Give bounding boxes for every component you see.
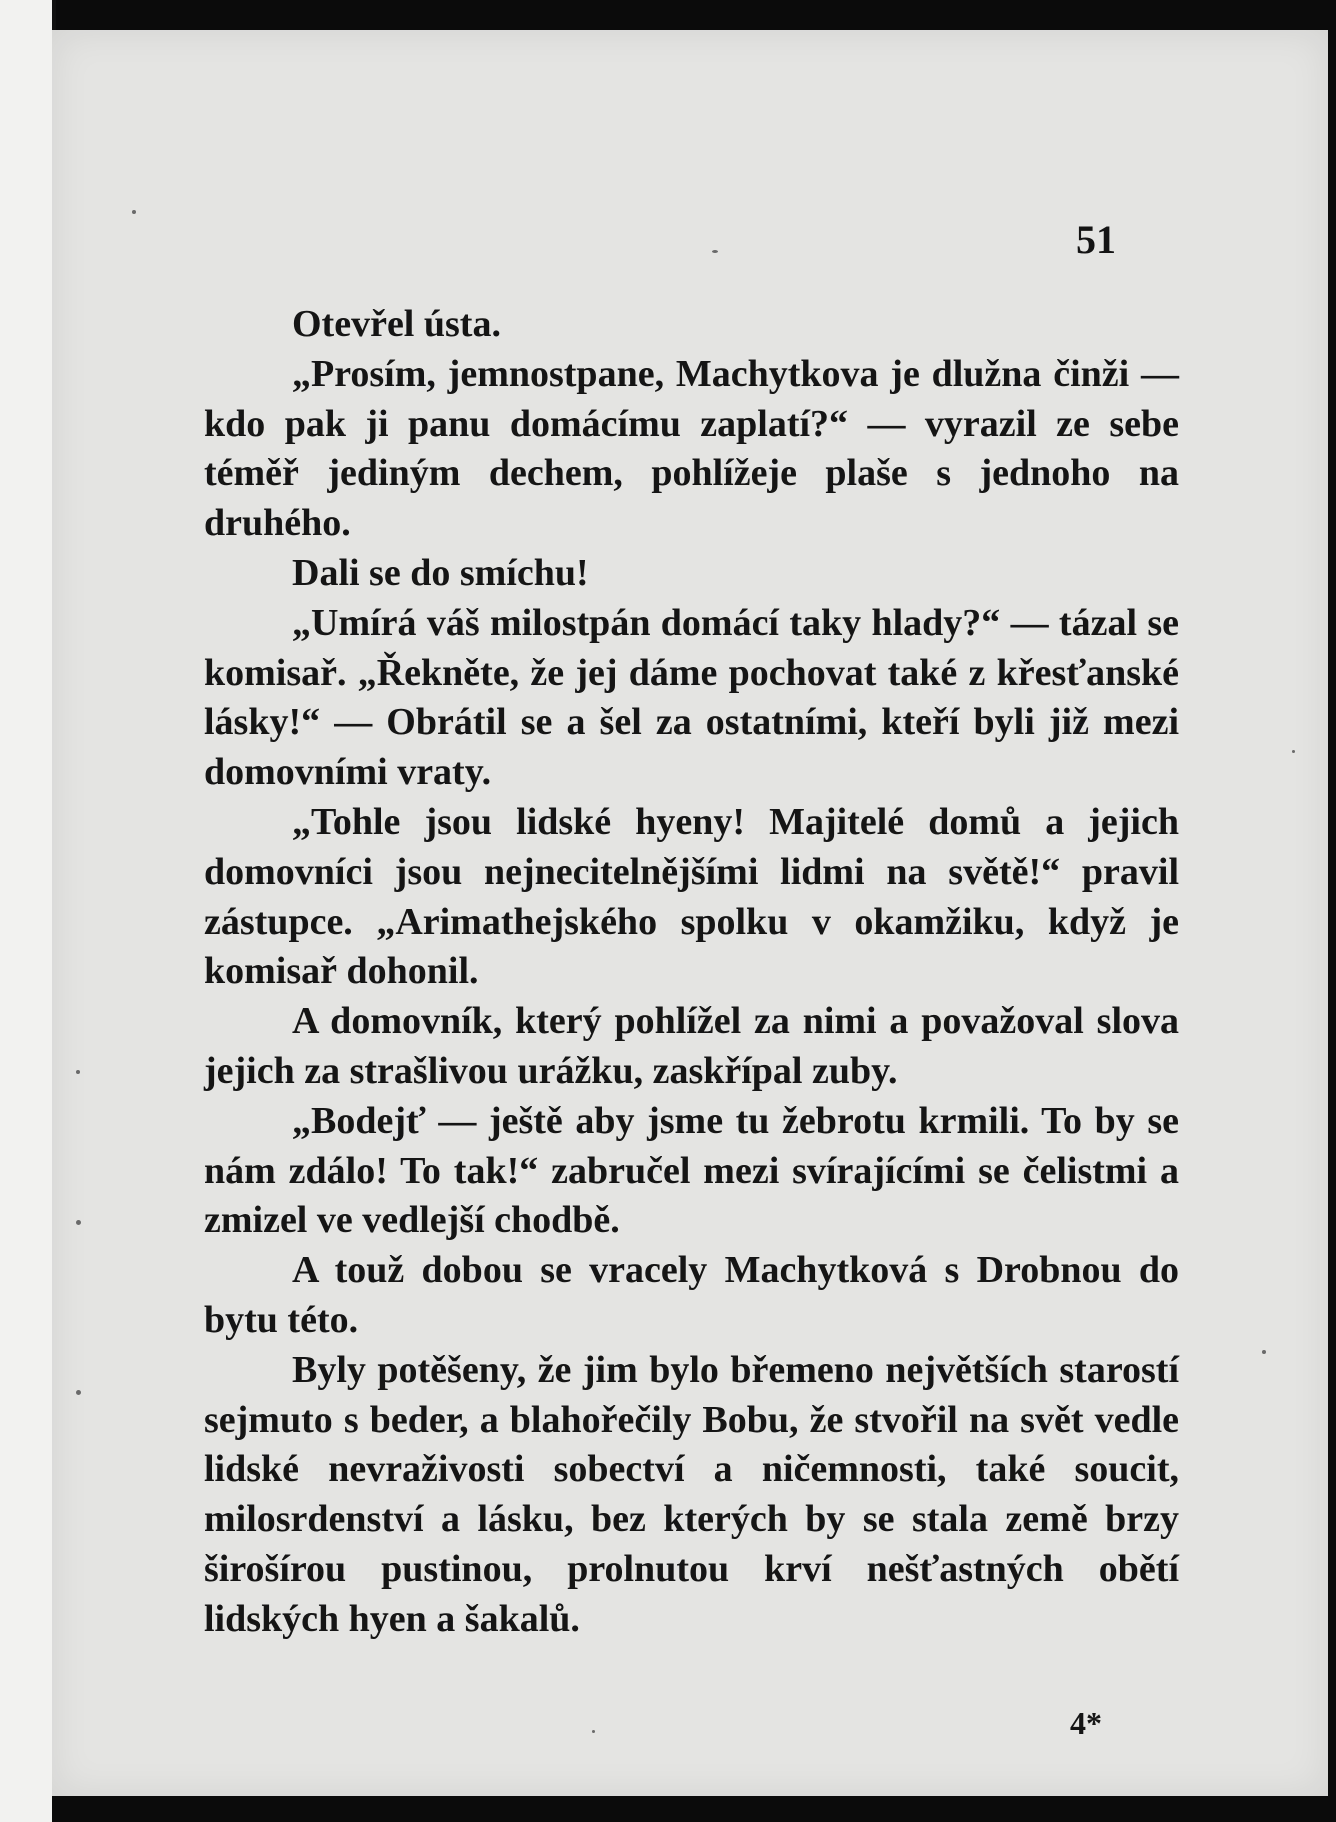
paragraph: Otevřel ústa. [292, 303, 501, 345]
signature-mark: 4* [1070, 1705, 1102, 1741]
scan-left-margin [0, 0, 56, 1822]
page-number: 51 [1076, 217, 1116, 262]
scan-speck [76, 1390, 81, 1395]
paragraph: „Umírá váš milostpán domácí taky hlady?“ — tázal se komisař. „Řekněte, že jej dáme pochovat také z křesťanské lásky!“ — Obrátil se a šel za ostatními, kteří byli již mezi domovními vraty. [204, 601, 1179, 794]
scan-speck [76, 1070, 80, 1074]
paragraph: A domovník, který pohlížel za nimi a považoval slova jejich za strašlivou urážku, zaskřípal zuby. [204, 1000, 1179, 1092]
paragraph: „Prosím, jemnostpane, Machytkova je dlužna činži — kdo pak ji panu domácímu zaplatí?“ — vyrazil ze sebe téměř jediným dechem, pohlížeje plaše s jednoho na druhého. [204, 352, 1179, 545]
paragraph: „Bodejť — ještě aby jsme tu žebrotu krmili. To by se nám zdálo! To tak!“ zabručel mezi svírajícími se čelistmi a zmizel ve vedlejší chodbě. [204, 1099, 1179, 1242]
paragraph: A touž dobou se vracely Machytková s Drobnou do bytu této. [204, 1249, 1179, 1341]
scan-speck [592, 1730, 595, 1733]
paragraph: „Tohle jsou lidské hyeny! Majitelé domů a jejich domovníci jsou nejnecitelnějšími lidmi na světě!“ pravil zástupce. „Arimathejského spolku v okamžiku, když je komisař dohonil. [204, 800, 1179, 993]
body-text [204, 300, 1179, 1645]
scan-speck [76, 1220, 81, 1225]
scan-speck [1292, 750, 1295, 753]
scan-speck [132, 210, 136, 214]
scan-speck [712, 250, 718, 253]
scan-bottom-edge [52, 1796, 1336, 1822]
scan-speck [1262, 1350, 1266, 1354]
book-page [52, 30, 1328, 1796]
paragraph: Dali se do smíchu! [292, 551, 589, 594]
paragraph: Byly potěšeny, že jim bylo břemeno největších starostí sejmuto s beder, a blahořečily Bobu, že stvořil na svět vedle lidské nevraživosti sobectví a ničemnosti, také soucit, milosrdenství a lásku, bez kterých by se stala země brzy širošírou pustinou, prolnutou krví nešťastných obětí lidských hyen a šakalů. [204, 1348, 1179, 1640]
